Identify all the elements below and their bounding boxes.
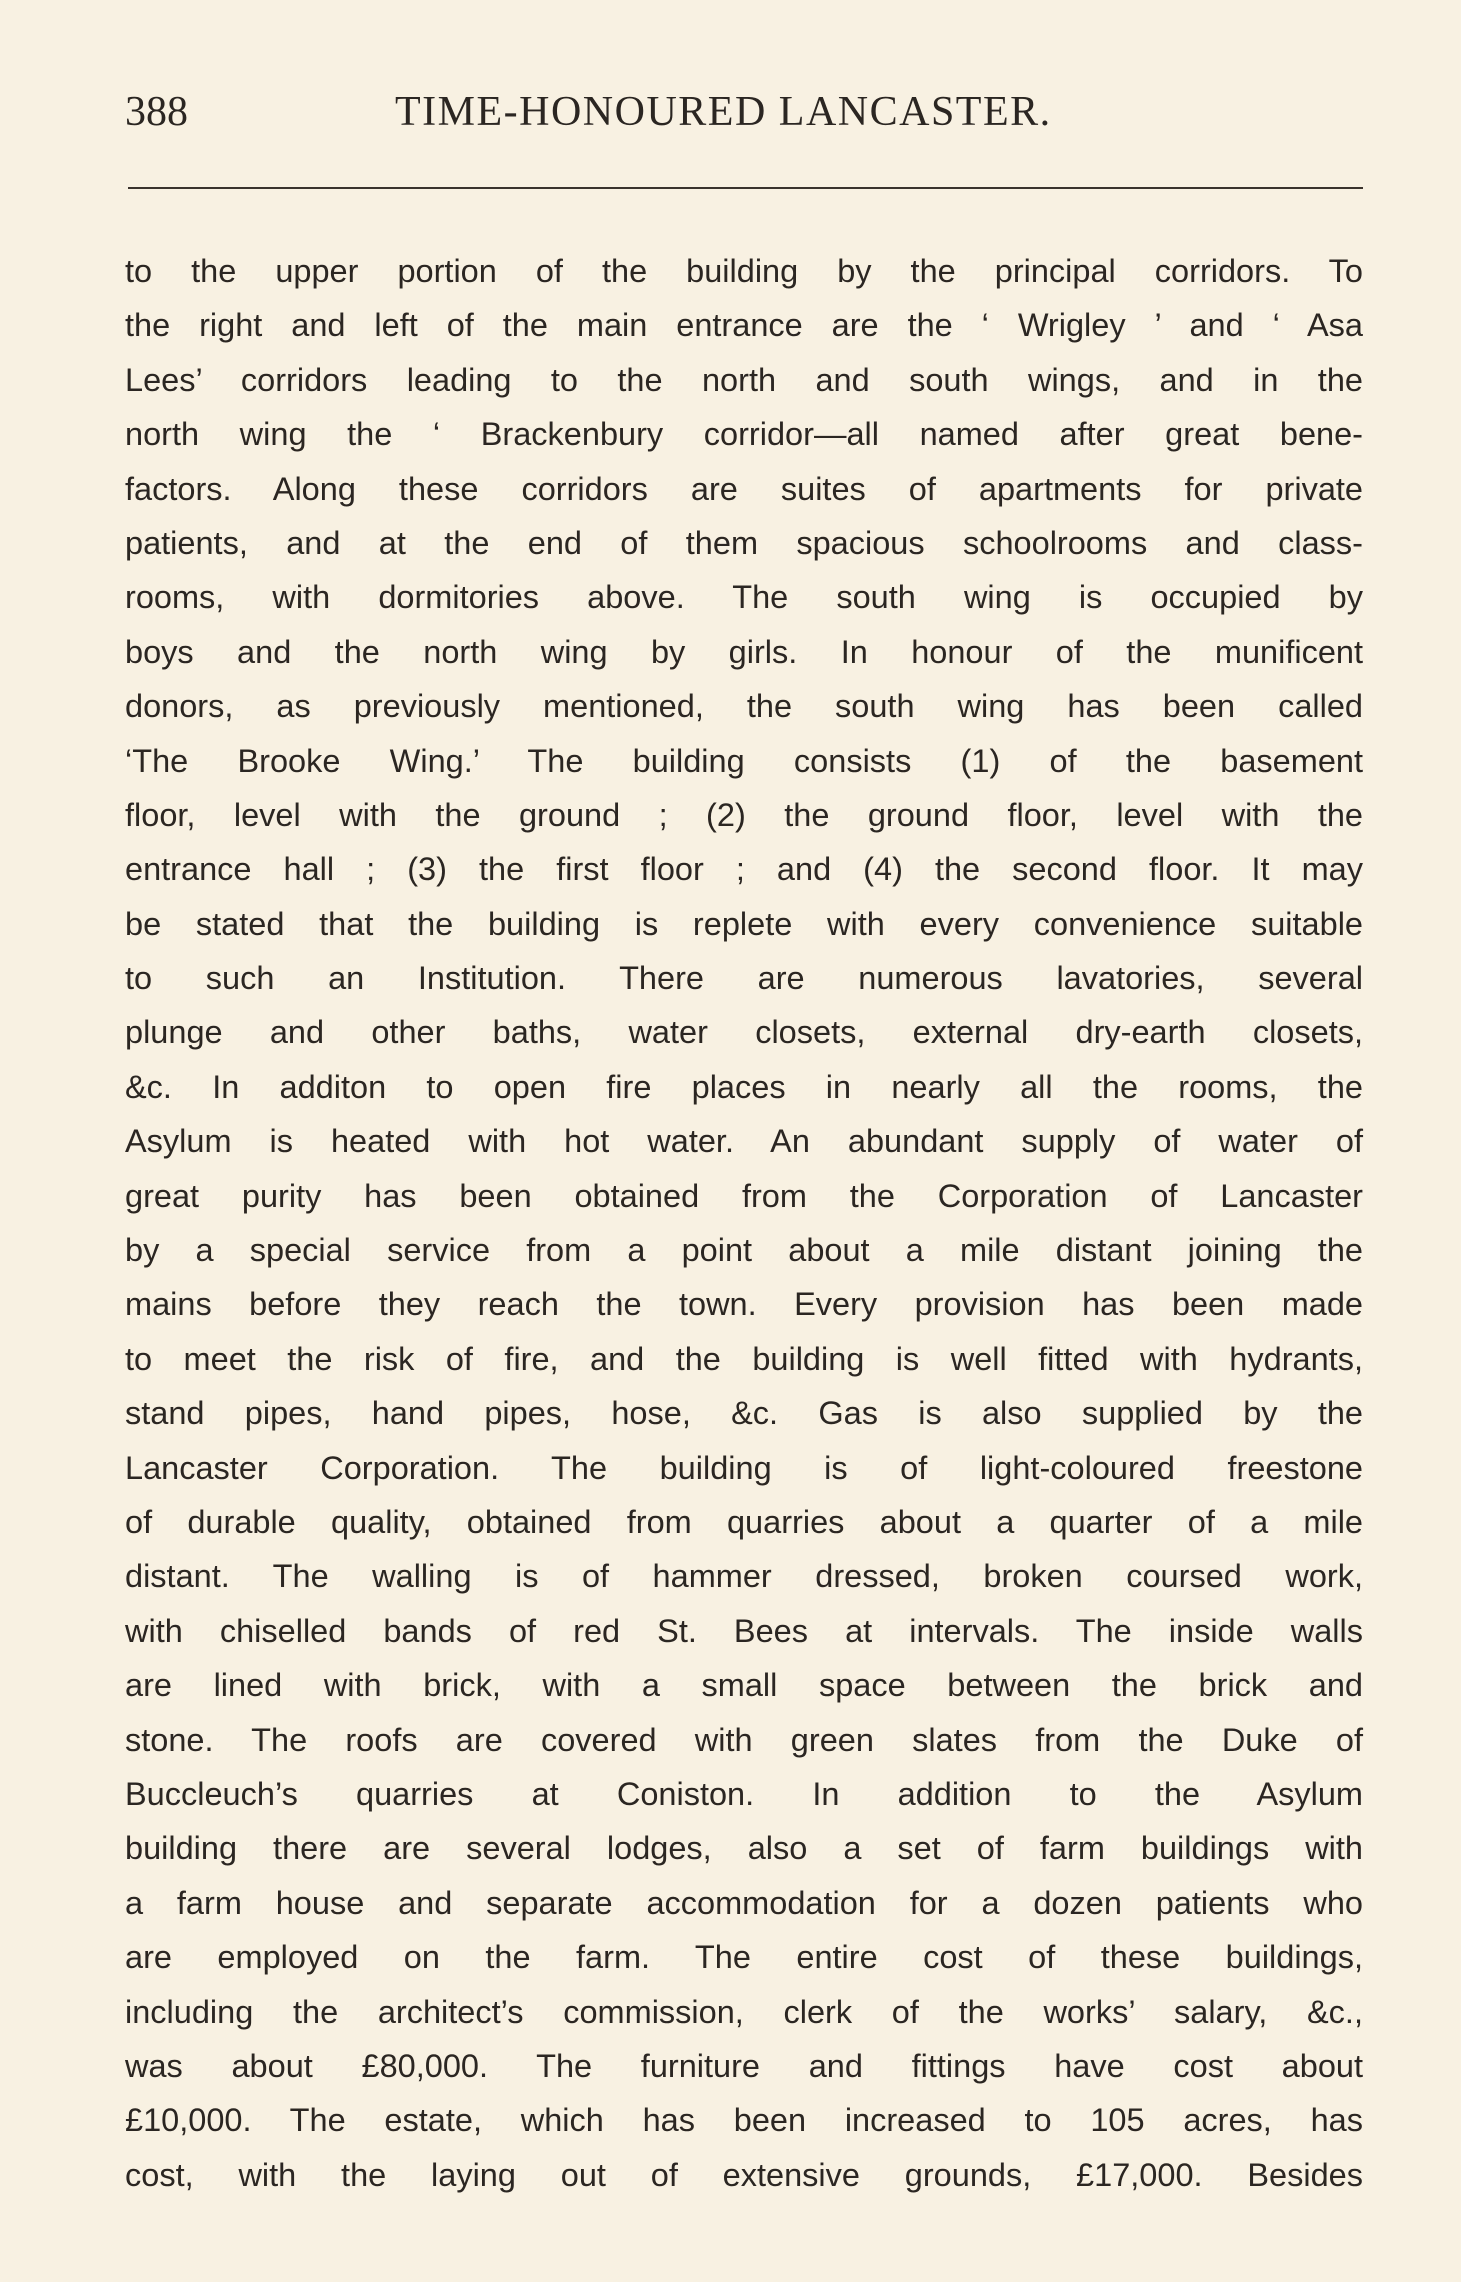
text-line: to such an Institution. There are numerous lavatories, several — [125, 960, 1363, 997]
body-text — [125, 244, 1363, 2202]
page-header — [125, 88, 1365, 148]
text-line: plunge and other baths, water closets, external dry-earth closets, — [125, 1014, 1363, 1051]
text-line: great purity has been obtained from the Corporation of Lancaster — [125, 1177, 1363, 1214]
text-line: north wing the ‘ Brackenbury corridor—all named after great bene- — [125, 416, 1363, 453]
text-line: mains before they reach the town. Every provision has been made — [125, 1286, 1363, 1323]
text-line: £10,000. The estate, which has been increased to 105 acres, has — [125, 2102, 1363, 2139]
text-line: factors. Along these corridors are suites of apartments for private — [125, 470, 1363, 507]
text-line: to meet the risk of fire, and the building is well fitted with hydrants, — [125, 1340, 1363, 1377]
text-line: ‘The Brooke Wing.’ The building consists (1) of the basement — [125, 742, 1363, 779]
text-line: was about £80,000. The furniture and fittings have cost about — [125, 2047, 1363, 2084]
text-line: patients, and at the end of them spacious schoolrooms and class- — [125, 524, 1363, 561]
header-rule — [128, 187, 1363, 189]
text-line: &c. In additon to open fire places in nearly all the rooms, the — [125, 1068, 1363, 1105]
text-line: Lees’ corridors leading to the north and south wings, and in the — [125, 361, 1363, 398]
text-line: of durable quality, obtained from quarries about a quarter of a mile — [125, 1503, 1363, 1540]
text-line: including the architect’s commission, clerk of the works’ salary, &c., — [125, 1993, 1363, 2030]
text-line: by a special service from a point about a mile distant joining the — [125, 1232, 1363, 1269]
text-line: stand pipes, hand pipes, hose, &c. Gas is also supplied by the — [125, 1395, 1363, 1432]
text-line: entrance hall ; (3) the first floor ; and (4) the second floor. It may — [125, 851, 1363, 888]
text-line: the right and left of the main entrance are the ‘ Wrigley ’ and ‘ Asa — [125, 307, 1363, 344]
text-line: Buccleuch’s quarries at Coniston. In addition to the Asylum — [125, 1775, 1363, 1812]
text-line: Lancaster Corporation. The building is of light-coloured freestone — [125, 1449, 1363, 1486]
text-line: building there are several lodges, also a set of farm buildings with — [125, 1830, 1363, 1867]
text-line: donors, as previously mentioned, the south wing has been called — [125, 688, 1363, 725]
text-line: are lined with brick, with a small space between the brick and — [125, 1667, 1363, 1704]
running-title: TIME-HONOURED LANCASTER. — [395, 89, 1052, 135]
text-line: cost, with the laying out of extensive grounds, £17,000. Besides — [125, 2156, 1363, 2193]
text-line: be stated that the building is replete with every convenience suitable — [125, 905, 1363, 942]
text-line: boys and the north wing by girls. In honour of the munificent — [125, 633, 1363, 670]
text-line: Asylum is heated with hot water. An abundant supply of water of — [125, 1123, 1363, 1160]
text-line: are employed on the farm. The entire cost of these buildings, — [125, 1939, 1363, 1976]
text-line: stone. The roofs are covered with green slates from the Duke of — [125, 1721, 1363, 1758]
text-line: floor, level with the ground ; (2) the ground floor, level with the — [125, 796, 1363, 833]
text-line: to the upper portion of the building by the principal corridors. To — [125, 253, 1363, 289]
text-line: distant. The walling is of hammer dressed, broken coursed work, — [125, 1558, 1363, 1595]
text-line: a farm house and separate accommodation for a dozen patients who — [125, 1884, 1363, 1921]
page-number: 388 — [125, 89, 188, 135]
text-line: rooms, with dormitories above. The south wing is occupied by — [125, 579, 1363, 616]
text-line: with chiselled bands of red St. Bees at intervals. The inside walls — [125, 1612, 1363, 1649]
